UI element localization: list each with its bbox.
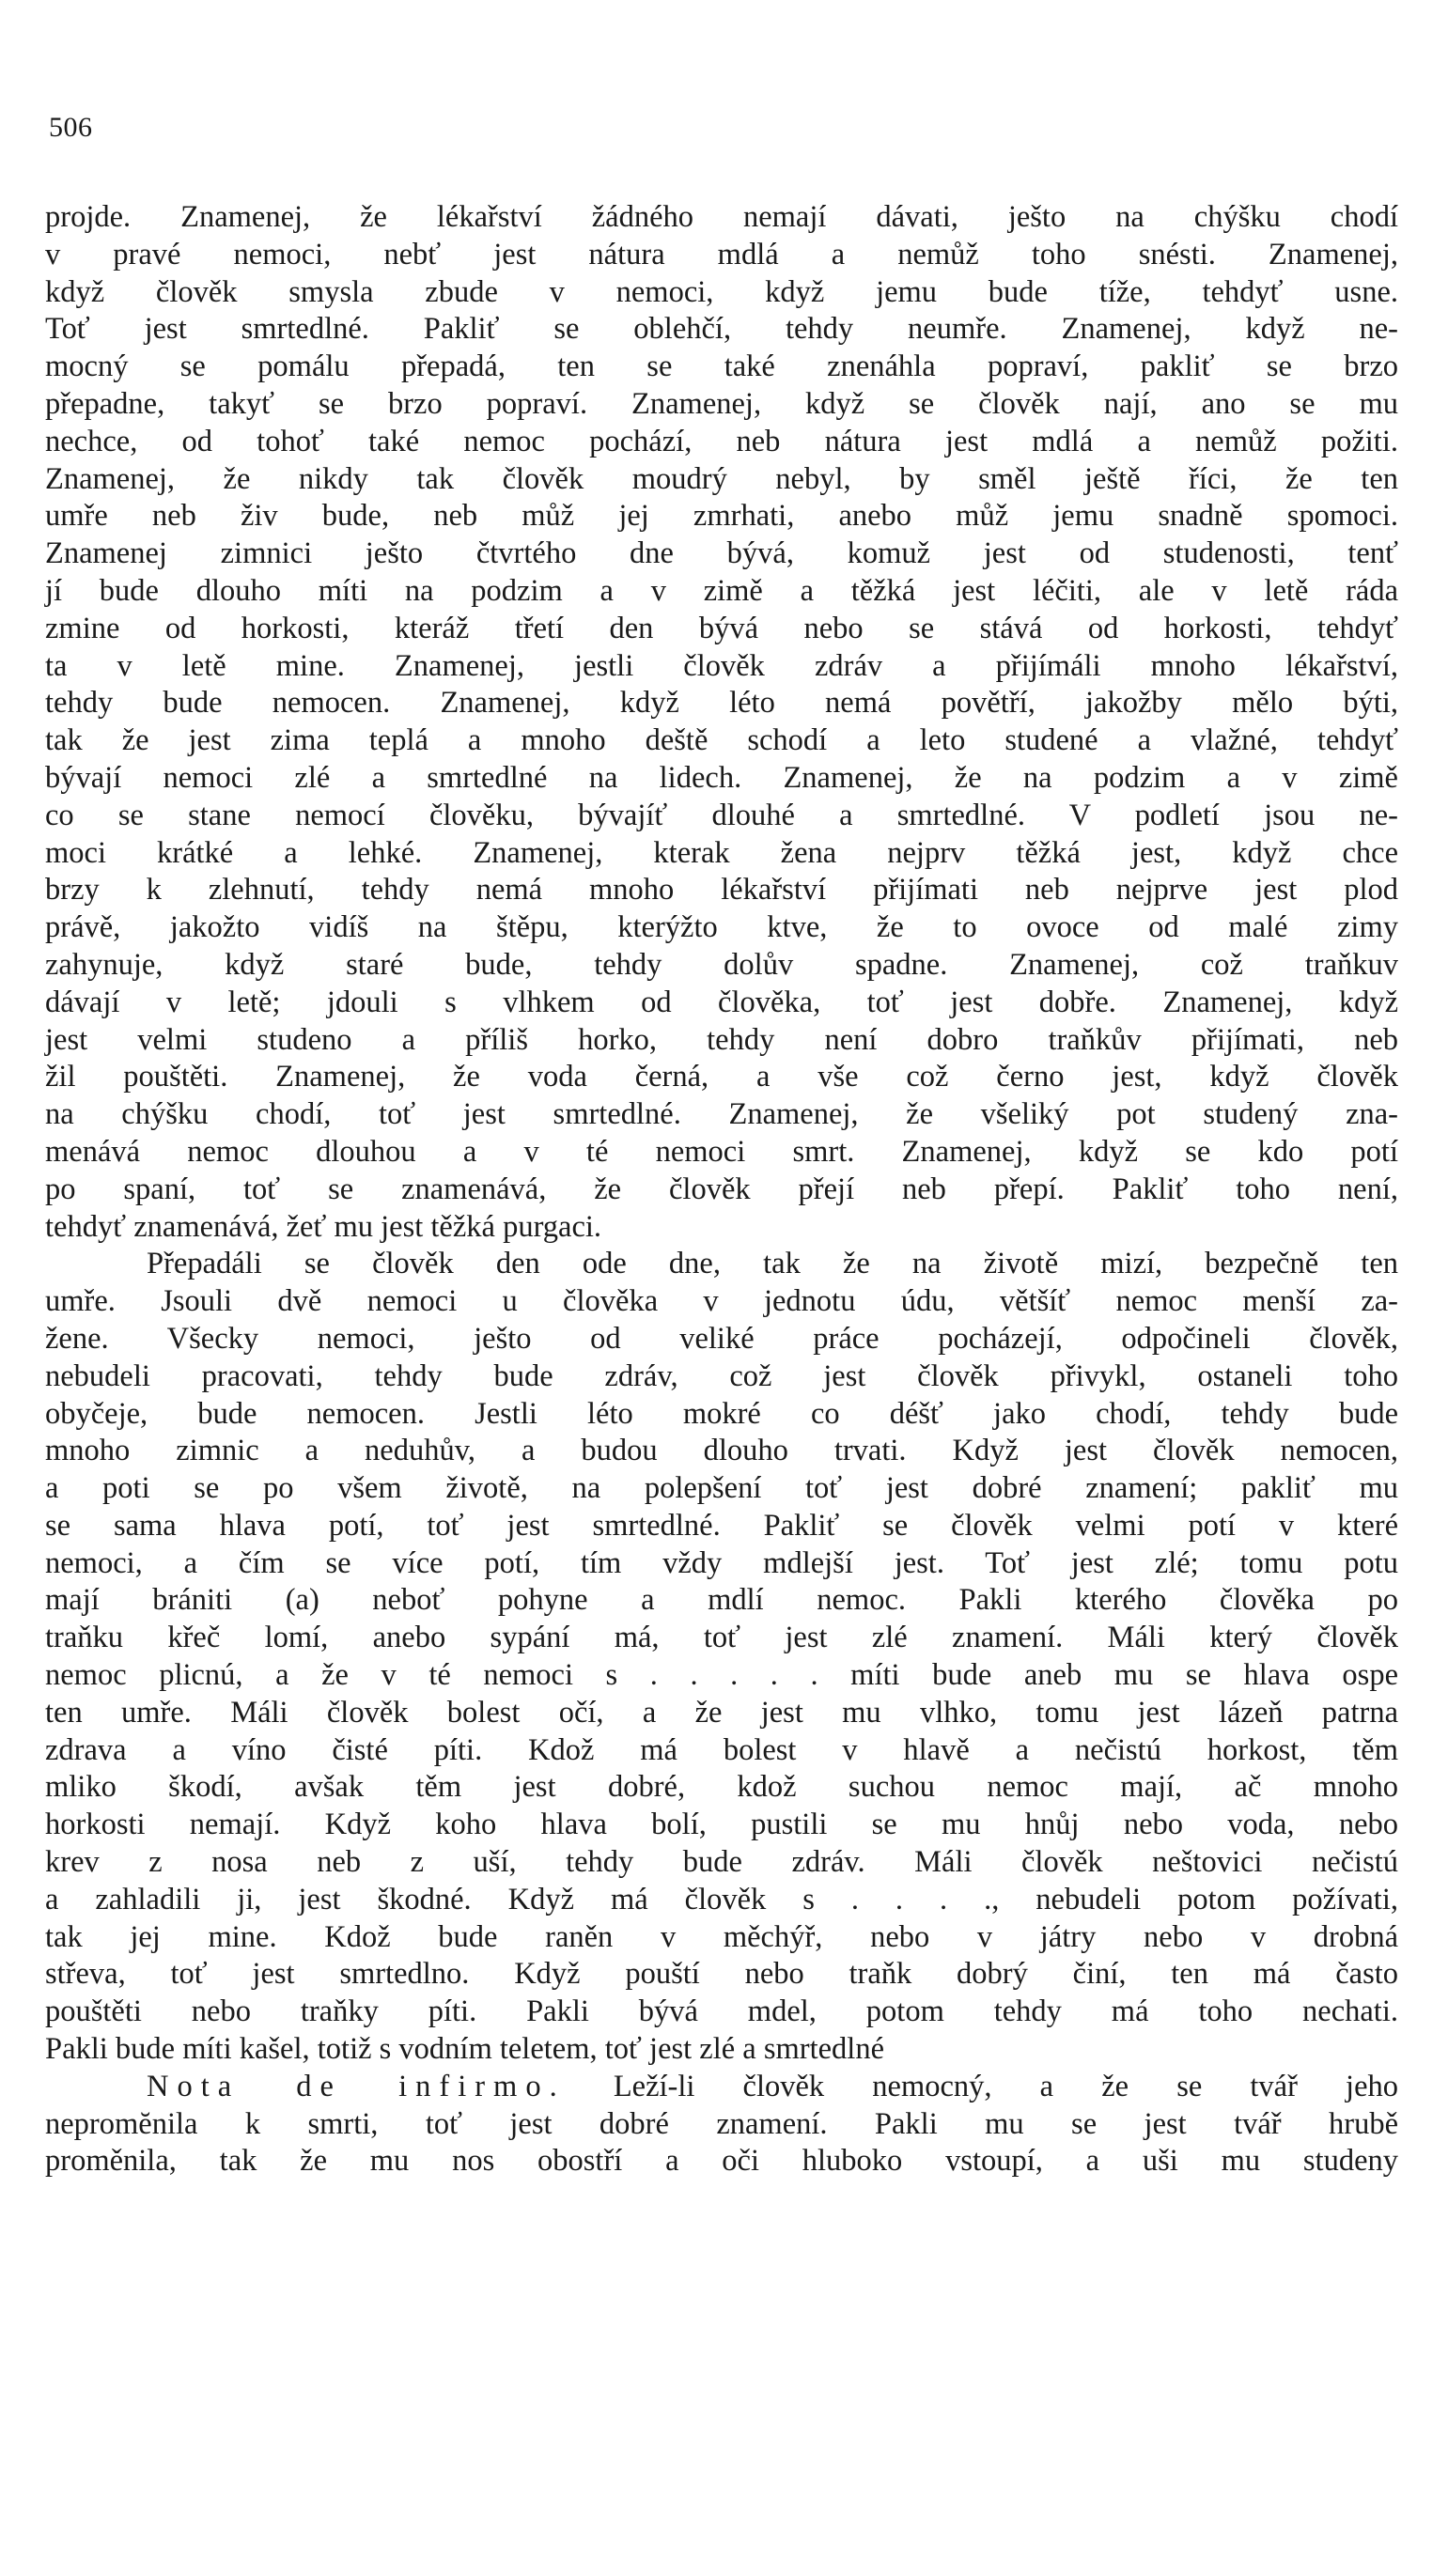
text-line: nemoc plicnú, a že v té nemoci s . . . . . míti bude aneb mu se hlava ospe [45,1658,1398,1693]
text-line: projde. Znamenej, že lékařství žádného nemají dávati, ješto na chýšku chodí [45,200,1398,234]
text-line: Pakli bude míti kašel, totiž s vodním teletem, toť jest zlé a smrtedlné [45,2032,885,2067]
text-run: Leží-li člověk nemocný, a že se tvář jeho [565,2069,1398,2103]
text-line: se sama hlava potí, toť jest smrtedlné. Pakliť se člověk velmi potí v které [45,1508,1398,1543]
text-line: Znamenej zimnici ješto čtvrtého dne bývá, komuž jest od studenosti, tenť [45,536,1398,571]
text-line: nebudeli pracovati, tehdy bude zdráv, což jest člověk přivykl, ostaneli toho [45,1358,1398,1393]
text-line: pouštěti nebo traňky píti. Pakli bývá mdel, potom tehdy má toho nechati. [45,1994,1398,2029]
text-line: střeva, toť jest smrtedlno. Když pouští nebo traňk dobrý činí, ten má často [45,1957,1398,1992]
text-line: traňku křeč lomí, anebo sypání má, toť jest zlé znamení. Máli který člověk [45,1621,1398,1655]
text-line: Přepadáli se člověk den ode dne, tak že na životě mizí, bezpečně ten [147,1247,1398,1281]
body-text [45,199,1398,2180]
text-line: obyčeje, bude nemocen. Jestli léto mokré co déšť jako chodí, tehdy bude [45,1396,1398,1431]
text-line: žil pouštěti. Znamenej, že voda černá, a vše což černo jest, když člověk [45,1060,1398,1094]
text-line: moci krátké a lehké. Znamenej, kterak žena nejprv těžká jest, když chce [45,835,1398,870]
text-line: právě, jakožto vidíš na štěpu, kterýžto ktve, že to ovoce od malé zimy [45,910,1398,945]
text-line: tehdy bude nemocen. Znamenej, když léto nemá povětří, jakožby mělo býti, [45,686,1398,721]
text-line: jest velmi studeno a příliš horko, tehdy není dobro traňkův přijímati, neb [45,1022,1398,1057]
text-line: přepadne, takyť se brzo popraví. Znamenej, když se člověk nají, ano se mu [45,386,1398,421]
text-line: zmine od horkosti, kteráž třetí den bývá nebo se stává od horkosti, tehdyť [45,611,1398,645]
text-line: mnoho zimnic a neduhův, a budou dlouho trvati. Když jest člověk nemocen, [45,1434,1398,1468]
text-line: nepromĕnila k smrti, toť jest dobré znamení. Pakli mu se jest tvář hrubě [45,2106,1398,2141]
text-line: jí bude dlouho míti na podzim a v zimě a těžká jest léčiti, ale v letě ráda [45,573,1398,608]
text-line: mliko škodí, avšak těm jest dobré, kdož suchou nemoc mají, ač mnoho [45,1770,1398,1805]
text-line: na chýšku chodí, toť jest smrtedlné. Znamenej, že všeliký pot studený zna- [45,1097,1398,1132]
text-line: krev z nosa neb z uší, tehdy bude zdráv. Máli člověk neštovici nečistú [45,1845,1398,1880]
text-line: a zahladili ji, jest škodné. Když má člověk s . . . ., nebudeli potom požívati, [45,1882,1398,1916]
text-line: mají brániti (a) neboť pohyne a mdlí nemoc. Pakli kterého člověka po [45,1583,1398,1618]
text-line: když člověk smysla zbude v nemoci, když jemu bude tíže, tehdyť usne. [45,274,1398,309]
page-number: 506 [49,112,93,143]
text-line: ta v letě mine. Znamenej, jestli člověk zdráv a přijímáli mnoho lékařství, [45,648,1398,683]
text-line: nemoci, a čím se více potí, tím vždy mdlejší jest. Toť jest zlé; tomu potu [45,1545,1398,1580]
text-line: v pravé nemoci, nebť jest nátura mdlá a nemůž toho snésti. Znamenej, [45,237,1398,272]
text-line: po spaní, toť se znamenává, že člověk přejí neb přepí. Pakliť toho není, [45,1172,1398,1206]
text-line: dávají v letě; jdouli s vlhkem od člověka, toť jest dobře. Znamenej, když [45,985,1398,1019]
text-line: co se stane nemocí člověku, bývajíť dlouhé a smrtedlné. V podletí jsou ne- [45,798,1398,832]
text-line: zdrava a víno čisté píti. Kdož má bolest v hlavě a nečistú horkost, těm [45,1732,1398,1767]
text-line: tehdyť znamenává, žeť mu jest těžká purgaci. [45,1209,602,1244]
text-line [45,2069,1398,2106]
text-line: menává nemoc dlouhou a v té nemoci smrt. Znamenej, když se kdo potí [45,1134,1398,1169]
text-line: proměnila, tak že mu nos obostří a oči hluboko vstoupí, a uši mu studeny [45,2144,1398,2179]
text-line: mocný se pomálu přepadá, ten se také znenáhla popraví, pakliť se brzo [45,349,1398,384]
text-line: brzy k zlehnutí, tehdy nemá mnoho lékařství přijímati neb nejprve jest plod [45,873,1398,908]
text-line: umře neb živ bude, neb můž jej zmrhati, anebo můž jemu snadně spomoci. [45,499,1398,534]
text-line: Toť jest smrtedlné. Pakliť se oblehčí, tehdy neumře. Znamenej, když ne- [45,312,1398,347]
text-line: ten umře. Máli člověk bolest očí, a že jest mu vlhko, tomu jest lázeň patrna [45,1695,1398,1730]
text-line: a poti se po všem životě, na polepšení toť jest dobré znamení; pakliť mu [45,1471,1398,1506]
text-line: zahynuje, když staré bude, tehdy dolův spadne. Znamenej, což traňkuv [45,947,1398,982]
text-line: tak že jest zima teplá a mnoho deště schodí a leto studené a vlažné, tehdyť [45,723,1398,758]
text-line: nechce, od tohoť také nemoc pochází, neb nátura jest mdlá a nemůž požiti. [45,424,1398,458]
text-line: horkosti nemají. Když koho hlava bolí, pustili se mu hnůj nebo voda, nebo [45,1808,1398,1842]
section-heading: Nota de infirmo. [147,2069,566,2103]
text-line: tak jej mine. Kdož bude raněn v měchýř, nebo v játry nebo v drobná [45,1919,1398,1954]
text-line: bývají nemoci zlé a smrtedlné na lidech. Znamenej, že na podzim a v zimě [45,760,1398,795]
text-line: umře. Jsouli dvě nemoci u člověka v jednotu údu, většíť nemoc menší za- [45,1284,1398,1319]
text-line: žene. Všecky nemoci, ješto od veliké práce pocházejí, odpočineli člověk, [45,1321,1398,1356]
text-line: Znamenej, že nikdy tak člověk moudrý nebyl, by směl ještě říci, že ten [45,461,1398,496]
